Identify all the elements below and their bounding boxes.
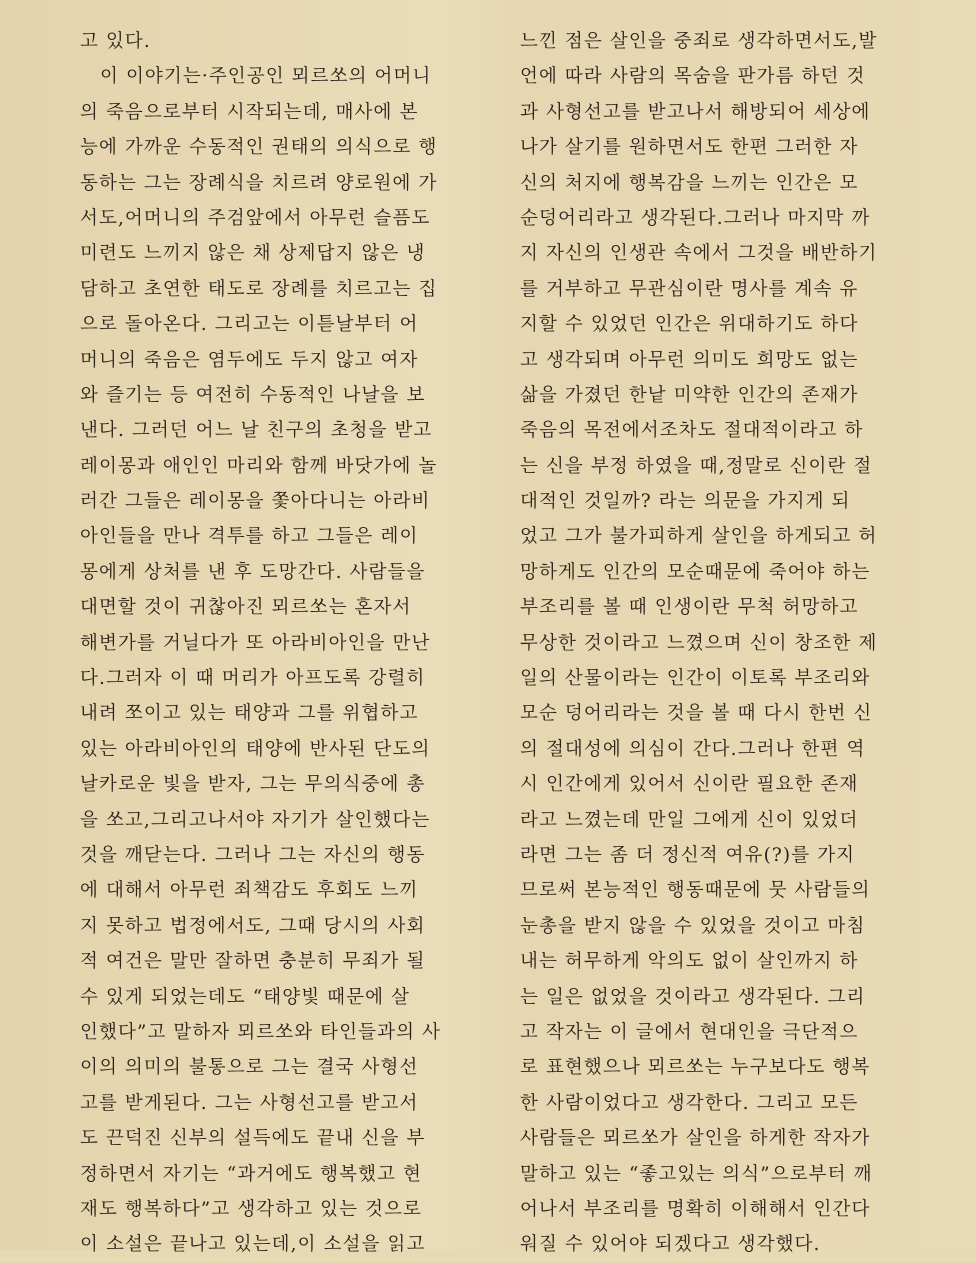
text-line: 이 소설은 끝나고 있는데,이 소설을 읽고 xyxy=(80,1234,426,1256)
text-line: 대면할 것이 귀찮아진 뫼르쏘는 혼자서 xyxy=(80,597,412,619)
text-line: 내는 허무하게 악의도 없이 살인까지 하 xyxy=(520,951,859,973)
text-line: 므로써 본능적인 행동때문에 뭇 사람들의 xyxy=(520,880,871,902)
text-line: 는 일은 없었을 것이라고 생각된다. 그리 xyxy=(520,986,866,1008)
text-line: 과 사형선고를 받고나서 해방되어 세상에 xyxy=(520,101,871,123)
text-line: 고 있다. xyxy=(80,31,151,52)
text-line: 를 거부하고 무관심이란 명사를 계속 유 xyxy=(520,278,859,300)
text-line: 수 있게 되었는데도 “태양빛 때문에 살 xyxy=(80,986,411,1008)
text-line: 에 대해서 아무런 죄책감도 후회도 느끼 xyxy=(80,880,419,902)
text-line: 일의 산물이라는 인간이 이토록 부조리와 xyxy=(520,668,871,690)
text-line: 재도 행복하다”고 생각하고 있는 것으로 xyxy=(80,1198,423,1220)
text-line: 을 쏘고,그리고나서야 자기가 살인했다는 xyxy=(80,809,431,831)
text-line: 언에 따라 사람의 목숨을 판가름 하던 것 xyxy=(520,66,866,88)
text-line: 것을 깨닫는다. 그러나 그는 자신의 행동 xyxy=(80,844,426,866)
text-line: 고 생각되며 아무런 의미도 희망도 없는 xyxy=(520,349,859,371)
text-line: 담하고 초연한 태도로 장례를 치르고는 집 xyxy=(80,278,438,300)
text-line: 지할 수 있었던 인간은 위대하기도 하다 xyxy=(520,314,859,336)
text-line: 라고 느꼈는데 만일 그에게 신이 있었더 xyxy=(520,809,859,831)
text-line: 동하는 그는 장례식을 치르려 양로원에 가 xyxy=(80,172,438,194)
text-line: 어나서 부조리를 명확히 이해해서 인간다 xyxy=(520,1198,871,1220)
text-line: 신의 처지에 행복감을 느끼는 인간은 모 xyxy=(520,172,859,194)
text-line: 이의 의미의 불통으로 그는 결국 사형선 xyxy=(80,1057,419,1079)
text-line: 다.그러자 이 때 머리가 아프도록 강렬히 xyxy=(80,668,426,690)
text-line: 는 신을 부정 하였을 때,정말로 신이란 절 xyxy=(520,455,873,477)
text-line: 고를 받게된다. 그는 사형선고를 받고서 xyxy=(80,1092,419,1114)
text-line: 대적인 것일까? 라는 의문을 가지게 되 xyxy=(520,491,851,513)
text-line: 사람들은 뫼르쏘가 살인을 하게한 작자가 xyxy=(520,1128,871,1150)
text-line: 의 절대성에 의심이 간다.그러나 한편 역 xyxy=(520,738,866,760)
text-line: 삶을 가졌던 한낱 미약한 인간의 존재가 xyxy=(520,384,859,406)
text-line: 부조리를 볼 때 인생이란 무척 허망하고 xyxy=(520,597,859,619)
text-line: 으로 돌아온다. 그리고는 이튿날부터 어 xyxy=(80,314,419,336)
text-line: 망하게도 인간의 모순때문에 죽어야 하는 xyxy=(520,561,871,583)
text-line: 해변가를 거닐다가 또 아라비아인을 만난 xyxy=(80,632,431,654)
text-line: 미련도 느끼지 않은 채 상제답지 않은 냉 xyxy=(80,243,426,265)
text-line: 러간 그들은 레이몽을 쫓아다니는 아라비 xyxy=(80,491,431,513)
text-line: 낸다. 그러던 어느 날 친구의 초청을 받고 xyxy=(80,420,433,442)
text-line: 내려 쪼이고 있는 태양과 그를 위협하고 xyxy=(80,703,419,725)
text-line: 지 자신의 인생관 속에서 그것을 배반하기 xyxy=(520,243,878,265)
text-line: 죽음의 목전에서조차도 절대적이라고 하 xyxy=(520,420,864,442)
text-line: 지 못하고 법정에서도, 그때 당시의 사회 xyxy=(80,915,426,937)
text-line: 레이몽과 애인인 마리와 함께 바닷가에 놀 xyxy=(80,455,438,477)
text-line: 무상한 것이라고 느꼈으며 신이 창조한 제 xyxy=(520,632,878,654)
text-column-right xyxy=(520,24,920,1263)
text-line: 와 즐기는 등 여전히 수동적인 나날을 보 xyxy=(80,384,426,406)
text-line: 순덩어리라고 생각된다.그러나 마지막 까 xyxy=(520,207,871,229)
text-line: 의 죽음으로부터 시작되는데, 매사에 본 xyxy=(80,101,419,123)
text-line: 날카로운 빛을 받자, 그는 무의식중에 총 xyxy=(80,774,426,796)
text-line: 인했다”고 말하자 뫼르쏘와 타인들과의 사 xyxy=(80,1021,441,1043)
text-line: 느낀 점은 살인을 중죄로 생각하면서도,발 xyxy=(520,31,878,52)
text-line: 있는 아라비아인의 태양에 반사된 단도의 xyxy=(80,738,431,760)
text-line: 적 여건은 말만 잘하면 충분히 무죄가 될 xyxy=(80,951,426,973)
text-line: 서도,어머니의 주검앞에서 아무런 슬픔도 xyxy=(80,207,431,229)
text-line: 고 작자는 이 글에서 현대인을 극단적으 xyxy=(520,1021,859,1043)
text-column-left xyxy=(80,24,480,1263)
text-line: 워질 수 있어야 되겠다고 생각했다. xyxy=(520,1234,821,1256)
text-line: 눈총을 받지 않을 수 있었을 것이고 마침 xyxy=(520,915,866,937)
text-line: 한 사람이었다고 생각한다. 그리고 모든 xyxy=(520,1092,859,1114)
text-line: 시 인간에게 있어서 신이란 필요한 존재 xyxy=(520,774,859,796)
text-line: 이 이야기는·주인공인 뫼르쏘의 어머니 xyxy=(100,66,432,88)
text-line: 정하면서 자기는 “과거에도 행복했고 현 xyxy=(80,1163,423,1185)
text-line: 머니의 죽음은 염두에도 두지 않고 여자 xyxy=(80,349,419,371)
text-line: 능에 가까운 수동적인 권태의 의식으로 행 xyxy=(80,137,438,159)
text-line: 나가 살기를 원하면서도 한편 그러한 자 xyxy=(520,137,859,159)
text-line: 아인들을 만나 격투를 하고 그들은 레이 xyxy=(80,526,419,548)
text-line: 도 끈덕진 신부의 설득에도 끝내 신을 부 xyxy=(80,1128,426,1150)
text-line: 었고 그가 불가피하게 살인을 하게되고 허 xyxy=(520,526,878,548)
text-line: 라면 그는 좀 더 정신적 여유(?)를 가지 xyxy=(520,844,856,866)
text-line: 모순 덩어리라는 것을 볼 때 다시 한번 신 xyxy=(520,703,873,725)
text-line: 로 표현했으나 뫼르쏘는 누구보다도 행복 xyxy=(520,1057,871,1079)
text-line: 말하고 있는 “좋고있는 의식”으로부터 깨 xyxy=(520,1163,873,1185)
text-line: 몽에게 상처를 낸 후 도망간다. 사람들을 xyxy=(80,561,426,583)
